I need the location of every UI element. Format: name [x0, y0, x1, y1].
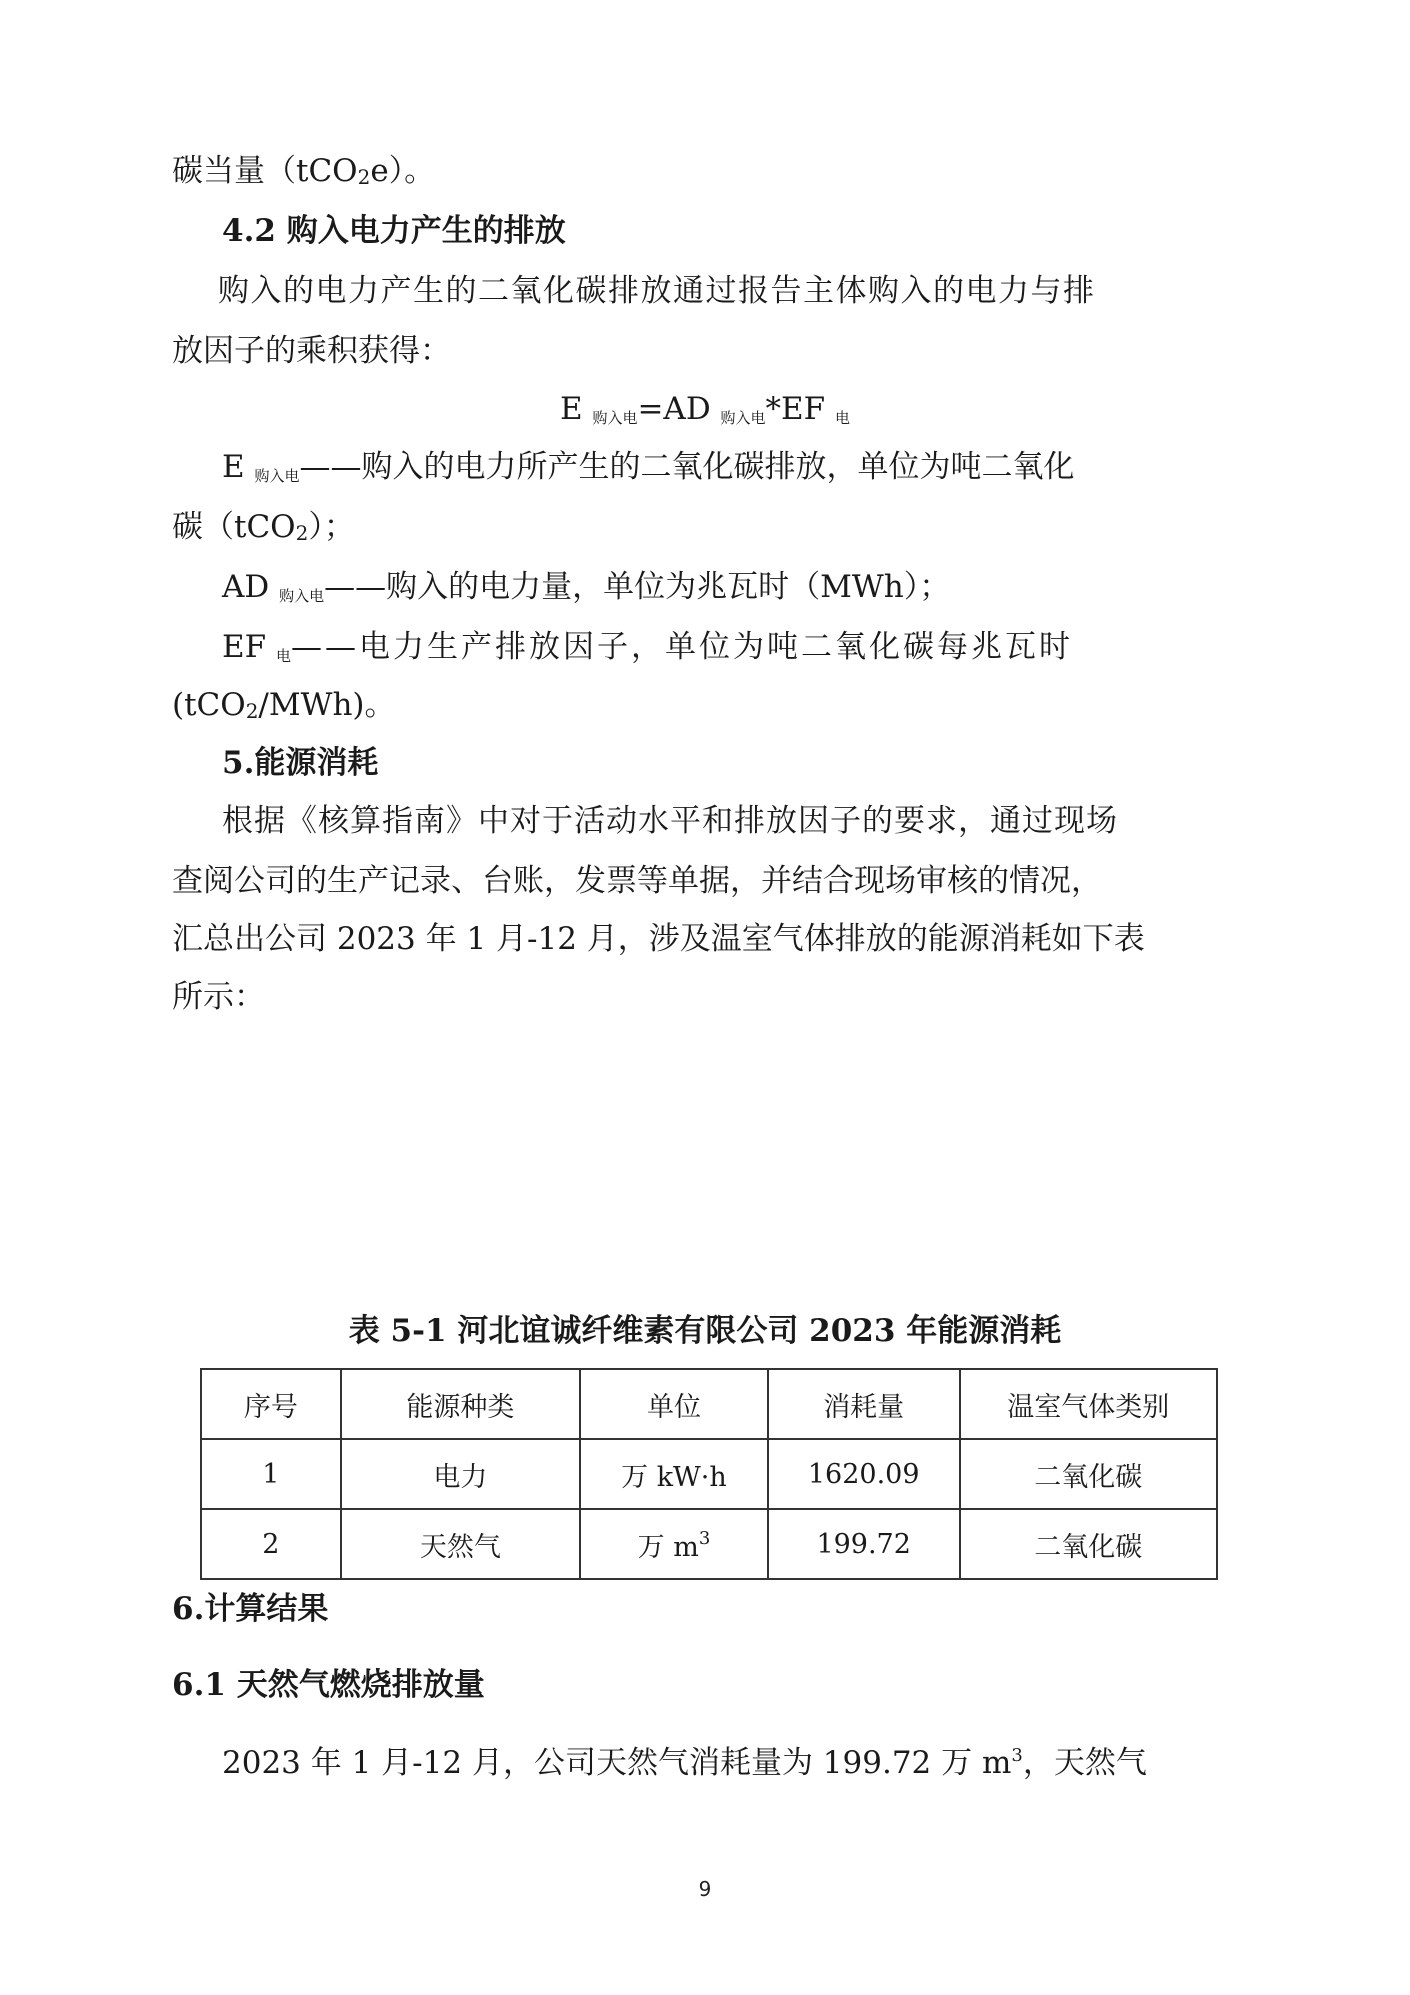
section-heading-6-1: 6.1 天然气燃烧排放量: [172, 1667, 485, 1703]
table-cell: 1620.09: [768, 1439, 960, 1509]
table-header-row: [201, 1369, 1217, 1439]
paragraph-4-2-line-1: [218, 270, 1218, 312]
table-header-cell: 单位: [580, 1369, 768, 1439]
subscript: 购入电: [592, 409, 638, 427]
definition-text: ——购入的电力量，单位为兆瓦时（MWh）；: [324, 569, 951, 605]
text-fragment: 碳当量（tCO: [172, 153, 358, 189]
table-cell: 1: [201, 1439, 341, 1509]
table-row: [201, 1439, 1217, 1509]
formula-symbol: AD: [222, 569, 270, 605]
definition-e-cont: [172, 506, 355, 554]
formula-symbol: =AD: [637, 391, 711, 427]
table-header-cell: 消耗量: [768, 1369, 960, 1439]
paragraph-5-line-1: 根据《核算指南》中对于活动水平和排放因子的要求，通过现场: [222, 803, 1118, 839]
unit-text: 万 m: [637, 1531, 699, 1563]
subscript: 购入电: [279, 587, 325, 605]
text-fragment: 碳（tCO: [172, 509, 296, 545]
superscript: 3: [698, 1527, 711, 1549]
subscript: 2: [357, 165, 371, 189]
table-cell: [580, 1509, 768, 1579]
paragraph-5-line-3: 汇总出公司 2023 年 1 月-12 月，涉及温室气体排放的能源消耗如下表: [172, 921, 1145, 957]
text-fragment: 购入的电力产生的二氧化碳排放通过报告主体购入的电力与排: [218, 273, 1096, 309]
formula-symbol: EF: [222, 629, 267, 665]
subscript: 2: [295, 521, 309, 545]
text-fragment: /MWh)。: [258, 687, 396, 723]
subscript: 电: [276, 647, 292, 665]
section-heading-5: 5.能源消耗: [222, 745, 379, 781]
text-line-tco2e: [172, 150, 435, 198]
table-row: [201, 1509, 1217, 1579]
superscript: 3: [1011, 1745, 1023, 1766]
formula-symbol: E: [559, 391, 583, 427]
table-cell: 万 kW·h: [580, 1439, 768, 1509]
paragraph-5-line-4: 所示：: [172, 979, 265, 1015]
table-cell: 二氧化碳: [960, 1439, 1217, 1509]
paragraph-5-line-2: 查阅公司的生产记录、台账，发票等单据，并结合现场审核的情况，: [172, 863, 1102, 899]
definition-ef: [222, 626, 1073, 677]
text-fragment: 2023 年 1 月-12 月，公司天然气消耗量为 199.72 万 m: [222, 1745, 1012, 1781]
section-heading-6: 6.计算结果: [172, 1591, 329, 1627]
table-header-cell: 温室气体类别: [960, 1369, 1217, 1439]
table-cell: 二氧化碳: [960, 1509, 1217, 1579]
formula-symbol: *EF: [765, 391, 826, 427]
energy-consumption-table: [200, 1368, 1218, 1580]
definition-ef-cont: [172, 684, 396, 732]
page-number: 9: [698, 1877, 712, 1901]
formula-emission: [0, 388, 1410, 439]
definition-ad: [222, 566, 950, 617]
section-heading-4-2: 4.2 购入电力产生的排放: [222, 213, 566, 249]
text-fragment: e）。: [370, 153, 436, 189]
table-header-cell: 序号: [201, 1369, 341, 1439]
table-cell: 2: [201, 1509, 341, 1579]
definition-text: ——购入的电力所产生的二氧化碳排放，单位为吨二氧化: [299, 449, 1075, 485]
text-fragment: ）；: [308, 509, 355, 545]
definition-text: ——电力生产排放因子，单位为吨二氧化碳每兆瓦时: [291, 629, 1074, 665]
table-cell: 天然气: [341, 1509, 580, 1579]
table-title: 表 5-1 河北谊诚纤维素有限公司 2023 年能源消耗: [348, 1313, 1062, 1349]
definition-e: [222, 446, 1075, 497]
subscript: 购入电: [254, 467, 300, 485]
table-header-cell: 能源种类: [341, 1369, 580, 1439]
formula-symbol: E: [222, 449, 245, 485]
table-cell: 电力: [341, 1439, 580, 1509]
paragraph-4-2-line-2: 放因子的乘积获得：: [172, 333, 451, 369]
text-fragment: (tCO: [172, 687, 246, 723]
table-cell: 199.72: [768, 1509, 960, 1579]
subscript: 电: [835, 409, 851, 427]
subscript: 购入电: [720, 409, 766, 427]
paragraph-6-1-line-1: [222, 1742, 1147, 1784]
text-fragment: ，天然气: [1022, 1745, 1147, 1781]
subscript: 2: [245, 699, 259, 723]
